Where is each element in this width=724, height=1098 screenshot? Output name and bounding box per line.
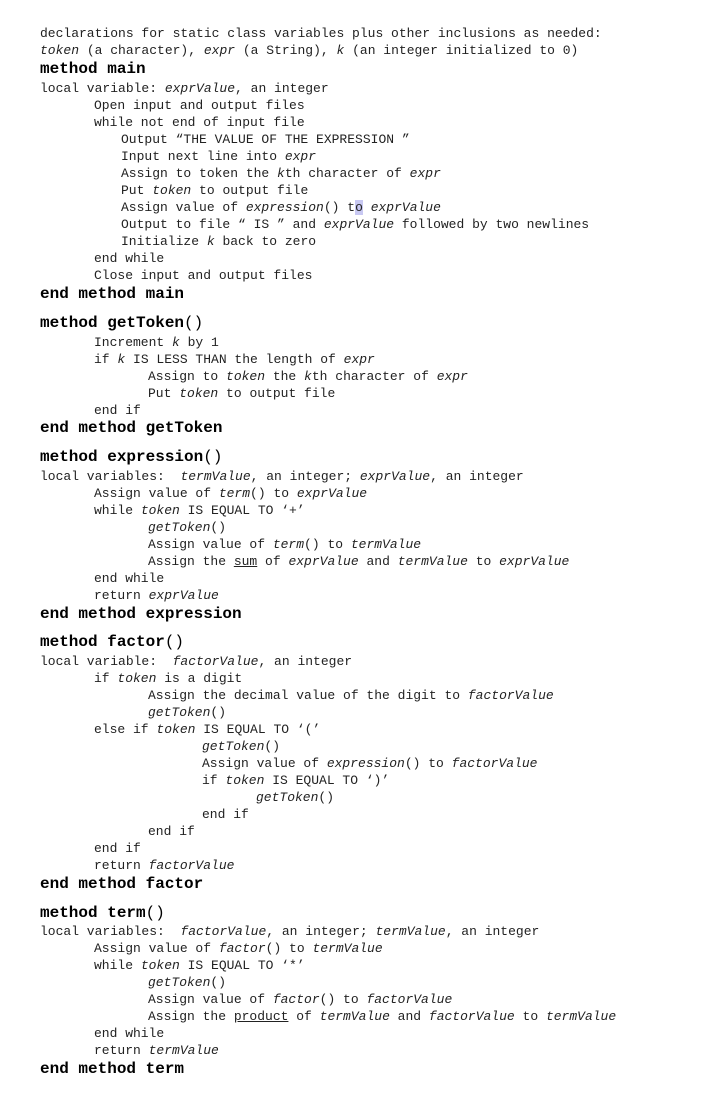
code-line xyxy=(121,199,441,216)
code-text: return xyxy=(94,1043,149,1058)
code-text: Input next line into xyxy=(121,149,285,164)
code-text: and xyxy=(358,554,398,569)
code-text: end method getToken xyxy=(40,419,223,437)
code-text: th character of xyxy=(284,166,410,181)
code-text: local variables: xyxy=(40,469,181,484)
code-text: termValue xyxy=(319,1009,390,1024)
code-line xyxy=(148,823,195,840)
code-line xyxy=(40,653,352,670)
code-text: and xyxy=(389,1009,429,1024)
code-line xyxy=(148,1008,616,1025)
code-line xyxy=(148,536,421,553)
code-text: term xyxy=(272,537,305,552)
code-text: end if xyxy=(148,824,195,839)
code-text: () xyxy=(210,520,227,535)
code-text: k xyxy=(117,352,126,367)
code-text: termValue xyxy=(180,469,251,484)
code-text: termValue xyxy=(312,941,383,956)
code-text: () xyxy=(203,448,223,466)
code-text: end method factor xyxy=(40,875,204,893)
code-text: Assign value of xyxy=(148,992,273,1007)
code-text: expr xyxy=(343,352,375,367)
code-text: token xyxy=(156,722,196,737)
code-text: k xyxy=(277,166,285,181)
code-line xyxy=(40,468,524,485)
code-text: expr xyxy=(409,166,441,181)
code-text: , an integer xyxy=(258,654,353,669)
code-text: end method term xyxy=(40,1060,185,1078)
code-text: end while xyxy=(94,571,165,586)
code-text: token xyxy=(40,43,80,58)
method-heading xyxy=(40,284,184,304)
code-text: method getToken xyxy=(40,314,185,332)
code-text: else if xyxy=(94,722,157,737)
code-text: if xyxy=(202,773,226,788)
code-text: Assign value of xyxy=(202,756,327,771)
code-text: method main xyxy=(40,60,146,78)
code-text: local variable: xyxy=(40,654,173,669)
code-text: termValue xyxy=(545,1009,617,1024)
code-text: end if xyxy=(94,841,141,856)
code-text: Close input and output files xyxy=(94,268,313,283)
code-text: factor xyxy=(272,992,320,1007)
code-text: () xyxy=(210,705,227,720)
code-line xyxy=(148,385,335,402)
code-text: expr xyxy=(436,369,468,384)
code-text: getToken xyxy=(256,790,319,805)
code-text: term xyxy=(218,486,251,501)
code-text: () xyxy=(164,633,185,651)
code-text: k xyxy=(206,234,215,249)
code-text: Assign to token the xyxy=(121,166,278,181)
code-text: end method expression xyxy=(40,605,242,623)
code-line xyxy=(148,368,468,385)
code-line xyxy=(121,216,589,233)
code-text: exprValue xyxy=(370,200,441,215)
code-text: factorValue xyxy=(148,858,235,873)
code-text: Assign the xyxy=(148,554,234,569)
code-text: end if xyxy=(94,403,141,418)
code-text: factorValue xyxy=(467,688,554,703)
code-text: Assign to xyxy=(148,369,227,384)
code-text: IS EQUAL TO ‘*’ xyxy=(179,958,305,973)
code-text: token xyxy=(140,958,180,973)
code-line xyxy=(148,974,226,991)
code-text: local variables: xyxy=(40,924,181,939)
code-line xyxy=(94,957,305,974)
code-text: return xyxy=(94,858,149,873)
code-text: () to xyxy=(250,486,297,501)
code-text: exprValue xyxy=(148,588,219,603)
code-text: () xyxy=(264,739,281,754)
code-text: termValue xyxy=(350,537,422,552)
code-text: , an integer; xyxy=(266,924,376,939)
code-text: Open input and output files xyxy=(94,98,305,113)
code-text: () xyxy=(210,975,227,990)
code-line xyxy=(40,42,578,59)
code-text: token xyxy=(226,369,266,384)
code-line xyxy=(121,182,308,199)
code-text: th character of xyxy=(311,369,437,384)
code-line xyxy=(202,738,280,755)
code-line xyxy=(94,1042,219,1059)
code-text: () t xyxy=(323,200,356,215)
code-text: exprValue xyxy=(288,554,359,569)
code-text: IS EQUAL TO ‘+’ xyxy=(179,503,305,518)
code-line xyxy=(94,402,141,419)
code-text: to output file xyxy=(218,386,336,401)
code-text: token xyxy=(179,386,219,401)
code-line xyxy=(94,1025,164,1042)
method-heading xyxy=(40,1059,184,1079)
code-text: end while xyxy=(94,1026,165,1041)
code-text: termValue xyxy=(148,1043,219,1058)
code-text: () to xyxy=(265,941,313,956)
code-text: termValue xyxy=(397,554,468,569)
code-text: factor xyxy=(218,941,266,956)
code-text: factorValue xyxy=(172,654,259,669)
code-text: product xyxy=(233,1009,289,1024)
code-text: k xyxy=(304,369,312,384)
code-text: while not end of input file xyxy=(94,115,305,130)
method-heading xyxy=(40,313,203,333)
code-text: Put xyxy=(121,183,153,198)
code-text: the xyxy=(265,369,305,384)
code-line xyxy=(148,687,554,704)
code-line xyxy=(40,923,539,940)
code-text: Increment xyxy=(94,335,173,350)
code-line xyxy=(94,840,141,857)
code-text xyxy=(363,200,371,215)
code-line xyxy=(94,502,305,519)
code-text: , an integer xyxy=(430,469,524,484)
code-text: end method main xyxy=(40,285,185,303)
code-text: sum xyxy=(233,554,258,569)
code-text: expr xyxy=(284,149,317,164)
code-text: while xyxy=(94,958,141,973)
code-line xyxy=(202,755,537,772)
code-text: Assign the decimal value of the digit to xyxy=(148,688,468,703)
code-line xyxy=(148,704,226,721)
code-line xyxy=(94,334,219,351)
method-heading xyxy=(40,447,222,467)
code-text: Assign value of xyxy=(94,486,219,501)
code-line xyxy=(148,553,569,570)
code-text: factorValue xyxy=(451,756,538,771)
code-text: to output file xyxy=(191,183,309,198)
code-line xyxy=(94,857,234,874)
code-text: , an integer; xyxy=(250,469,360,484)
code-text: , an integer xyxy=(445,924,540,939)
code-text: factorValue xyxy=(428,1009,515,1024)
code-text: expression xyxy=(326,756,405,771)
code-text: method term xyxy=(40,904,146,922)
code-line xyxy=(94,114,305,131)
code-text: exprValue xyxy=(164,81,236,96)
code-text: Output “THE VALUE OF THE EXPRESSION ” xyxy=(121,132,410,147)
code-text: method factor xyxy=(40,633,165,651)
code-text: end if xyxy=(202,807,249,822)
code-line xyxy=(94,587,219,604)
code-text: Assign value of xyxy=(148,537,273,552)
code-line xyxy=(256,789,334,806)
method-heading xyxy=(40,903,165,923)
code-text: k xyxy=(336,43,345,58)
code-text: () xyxy=(145,904,165,922)
code-line xyxy=(121,148,316,165)
code-text: Initialize xyxy=(121,234,207,249)
code-text: getToken xyxy=(148,520,211,535)
code-text: termValue xyxy=(375,924,446,939)
code-text: () to xyxy=(404,756,452,771)
code-text: if xyxy=(94,352,118,367)
code-line xyxy=(148,519,226,536)
code-text: () to xyxy=(319,992,367,1007)
code-text: while xyxy=(94,503,141,518)
code-line xyxy=(94,250,164,267)
code-line xyxy=(148,991,452,1008)
code-text: exprValue xyxy=(296,486,368,501)
code-line xyxy=(202,806,249,823)
code-text: () to xyxy=(304,537,351,552)
code-line xyxy=(94,267,312,284)
method-heading xyxy=(40,418,222,438)
code-text: of xyxy=(288,1009,320,1024)
code-text: , an integer xyxy=(235,81,329,96)
code-text: end while xyxy=(94,251,165,266)
code-text: getToken xyxy=(202,739,265,754)
code-text: by 1 xyxy=(179,335,219,350)
code-text: Output to file “ IS ” and xyxy=(121,217,324,232)
code-text: Assign the xyxy=(148,1009,234,1024)
code-text: expr xyxy=(203,43,236,58)
method-heading xyxy=(40,59,146,79)
code-text: is a digit xyxy=(156,671,243,686)
method-heading xyxy=(40,604,242,624)
code-line xyxy=(94,721,320,738)
code-text: exprValue xyxy=(359,469,431,484)
code-text: IS LESS THAN the length of xyxy=(125,352,344,367)
method-heading xyxy=(40,874,203,894)
code-text: exprValue xyxy=(323,217,395,232)
code-text: getToken xyxy=(148,975,211,990)
method-heading xyxy=(40,632,184,652)
code-text: () xyxy=(184,314,204,332)
code-line xyxy=(121,131,410,148)
code-text: getToken xyxy=(148,705,211,720)
code-text: followed by two newlines xyxy=(394,217,590,232)
code-line xyxy=(94,940,383,957)
code-text: of xyxy=(257,554,289,569)
code-text: () xyxy=(318,790,335,805)
code-line xyxy=(94,351,375,368)
code-line xyxy=(94,670,242,687)
code-text: Assign value of xyxy=(121,200,246,215)
code-text: token xyxy=(152,183,192,198)
code-line xyxy=(94,97,305,114)
text-cursor: o xyxy=(355,200,363,215)
code-text: IS EQUAL TO ‘(’ xyxy=(195,722,321,737)
code-text: Assign value of xyxy=(94,941,219,956)
code-text: method expression xyxy=(40,448,204,466)
code-text: expression xyxy=(245,200,324,215)
code-line xyxy=(202,772,389,789)
code-text: local variable: xyxy=(40,81,165,96)
code-text: factorValue xyxy=(180,924,267,939)
code-text: (an integer initialized to 0) xyxy=(344,43,579,58)
code-text: exprValue xyxy=(499,554,570,569)
code-line xyxy=(94,485,367,502)
code-text: k xyxy=(172,335,180,350)
code-text: if xyxy=(94,671,118,686)
code-text: to xyxy=(467,554,500,569)
code-text: Put xyxy=(148,386,180,401)
code-line xyxy=(94,570,164,587)
code-line xyxy=(40,80,329,97)
code-line xyxy=(121,233,316,250)
code-text: token xyxy=(117,671,157,686)
code-text: (a String), xyxy=(235,43,337,58)
code-text: token xyxy=(225,773,265,788)
code-line xyxy=(121,165,441,182)
code-text: to xyxy=(514,1009,546,1024)
code-text: IS EQUAL TO ‘)’ xyxy=(264,773,390,788)
code-text: back to zero xyxy=(214,234,317,249)
code-text: (a character), xyxy=(79,43,204,58)
code-line xyxy=(40,25,602,42)
code-text: token xyxy=(140,503,180,518)
code-text: factorValue xyxy=(366,992,453,1007)
code-text: return xyxy=(94,588,149,603)
code-text: declarations for static class variables plus other inclusions as needed: xyxy=(40,26,602,41)
